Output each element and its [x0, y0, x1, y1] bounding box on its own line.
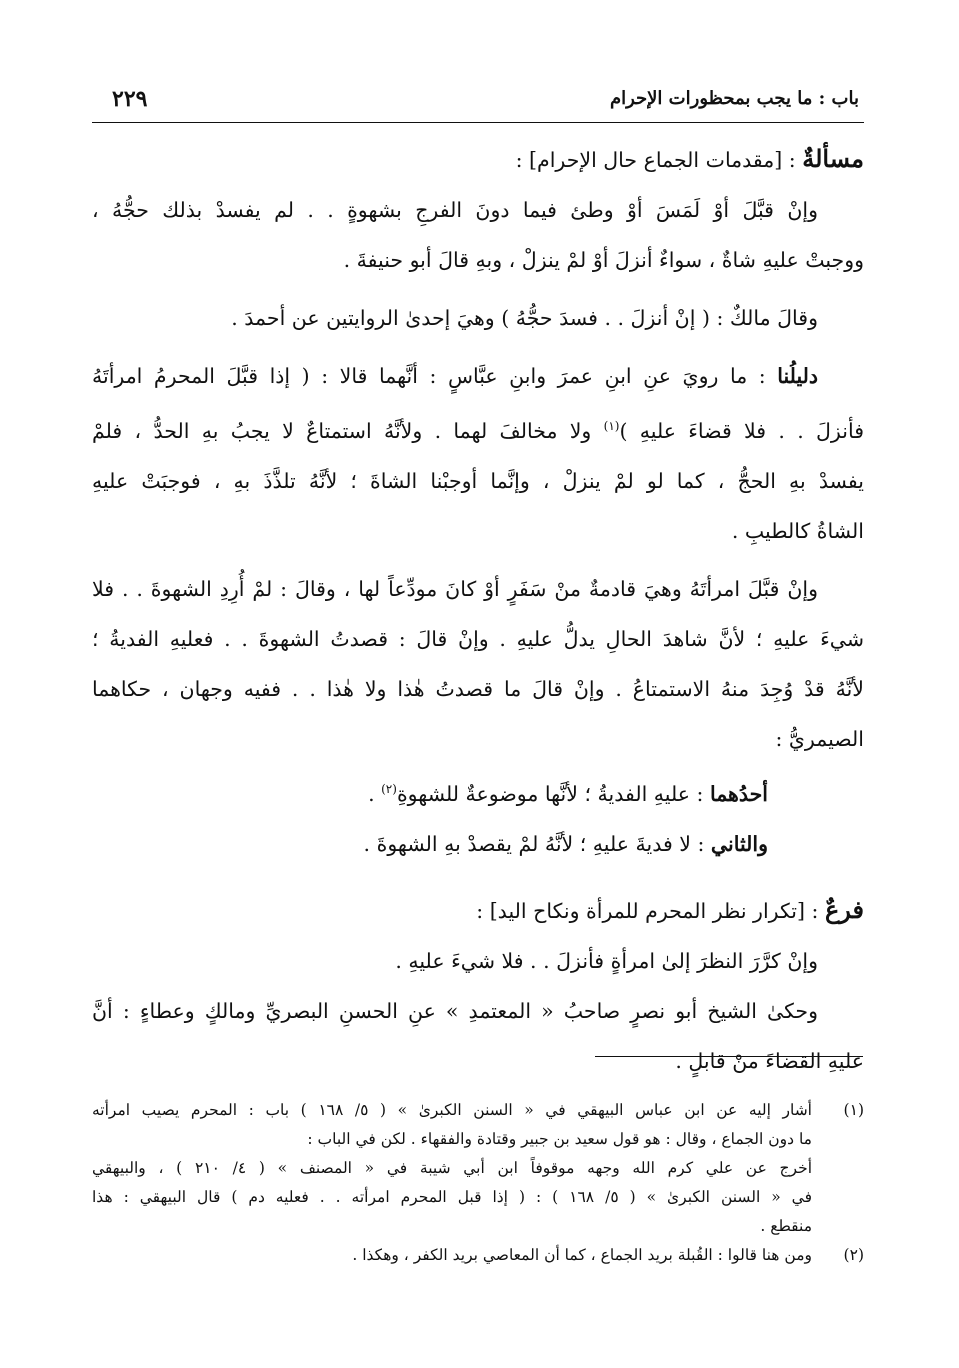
footnote-1-line4: في « السنن الكبرىٰ » ( ٥/ ١٦٨ ) : ( إذا قبل المحرم امرأته . . فعليه دم ) قال البيهقي : هذا [92, 1188, 812, 1206]
wajh-first-text: : عليهِ الفديةُ ؛ لأنَّها موضوعةٌ للشهوةِ [396, 781, 704, 806]
footnote-1-line3: أخرج عن علي كرم الله وجهه موقوفاً ابن أبي شيبة في « المصنف » ( ٤/ ٢١٠ ) ، والبيهقي [92, 1159, 812, 1177]
footnote-2-text: ومن هنا قالوا : القُبلة بريد الجماع ، كما أن المعاصي بريد الكفر ، وهكذا . [352, 1246, 812, 1264]
dalil-line3: يفسدْ بهِ الحجُّ ، كما لو لمْ ينزلْ ، وإنَّما أوجبْنا الشاةَ ؛ لأنَّهُ تلذَّذَ بهِ ، فوجبَتْ عليهِ [92, 468, 864, 493]
masala-p1-line1: وإنْ قبَّلَ أوْ لَمَسَ أوْ وطئ فيما دونَ الفرجِ بشهوةٍ . . لم يفسدْ بذلك حجُّهُ ، [92, 198, 818, 222]
far-p2-line1: وحكىٰ الشيخ أبو نصرٍ صاحبُ « المعتمدِ » عنِ الحسنِ البصريِّ ومالكٍ وعطاءٍ : أنَّ [92, 998, 818, 1023]
masala-p1-line2: ووجبتْ عليهِ شاةٌ ، سواءٌ أنزلَ أوْ لمْ ينزلْ ، وبهِ قالَ أبو حنيفةَ . [343, 248, 864, 272]
far-heading [92, 885, 864, 936]
wajh-first-end: . [368, 781, 382, 806]
qubla-line3: لأنَّهُ قدْ وُجِدَ منهُ الاستمتاعُ . وإنْ قالَ ما قصدتُ هٰذا ولا هٰذا . . ففيه وجهان ، حكاهما [92, 676, 864, 701]
wajh-second-label: والثاني [710, 831, 768, 856]
footnote-2 [92, 1241, 864, 1270]
far-title: : [تكرار نظر المحرم للمرأة ونكاح اليد] : [476, 898, 819, 923]
masala-heading [92, 134, 864, 185]
footnote-1 [92, 1096, 864, 1241]
dalil-line1 [92, 351, 864, 401]
footnote-separator [595, 1056, 863, 1057]
wajh-second [92, 819, 864, 869]
qubla-line4: الصيمريُّ : [775, 726, 864, 751]
dalil-text1: : ما رويَ عنِ ابنِ عمرَ وابنِ عبَّاسٍ : أنَّهما قالا : ( إذا قبَّلَ المحرمُ امرأتَهُ [92, 364, 766, 388]
footnote-ref-1[interactable]: (١) [603, 419, 620, 433]
footnotes [92, 1096, 864, 1270]
running-header-title: باب : ما يجب بمحظورات الإحرام [609, 88, 859, 109]
masala-title: : [مقدمات الجماع حال الإحرام] : [515, 148, 796, 172]
main-text [92, 134, 864, 1086]
footnote-2-number: (٢) [843, 1246, 864, 1264]
header-rule [92, 122, 864, 123]
footnote-1-line5: منقطع . [760, 1217, 812, 1235]
far-p1: وإنْ كرَّرَ النظرَ إلىٰ امرأةٍ فأنزلَ . . فلا شيءَ عليهِ . [395, 948, 818, 973]
footnote-1-number: (١) [843, 1101, 864, 1119]
far-label: فرعٌ [824, 894, 864, 924]
dalil-text2b: ولا مخالفَ لهما . ولأنَّهُ استمتاعٌ لا يجبُ بهِ الحدُّ ، فلمْ [92, 418, 604, 443]
page-number: ٢٢٩ [112, 86, 148, 112]
dalil-label: دليلُنا [777, 364, 818, 388]
footnote-1-line2: ما دون الجماع ، وقال : هو قول سعيد بن جبير وقتادة والفقهاء . لكن في الباب : [307, 1130, 812, 1148]
dalil-line4: الشاةُ كالطيبِ . [731, 518, 864, 543]
qubla-line2: شيءَ عليهِ ؛ لأنَّ شاهدَ الحالِ يدلُّ عليهِ . وإنْ قالَ : قصدتُ الشهوةَ . . فعليهِ الفديةُ ؛ [92, 626, 864, 651]
far-p2-line2: عليهِ القضاءَ منْ قابلٍ . [675, 1048, 864, 1073]
wajh-first [92, 764, 864, 819]
malik-opinion: وقالَ مالكٌ : ( إنْ أنزلَ . . فسدَ حجُّهُ ) وهيَ إحدىٰ الروايتين عن أحمدَ . [231, 306, 818, 330]
footnote-ref-2[interactable]: (٢) [381, 781, 397, 796]
wajh-first-label: أحدُهما [709, 781, 768, 806]
masala-label: مسألةٌ [802, 144, 864, 173]
qubla-line1: وإنْ قبَّلَ امرأتَهُ وهيَ قادمةٌ منْ سَفَرٍ أوْ كانَ مودِّعاً لها ، وقالَ : لمْ أُرِدِ الشهوةَ . . فلا [92, 576, 818, 601]
dalil-text2a: فأنزلَ . . فلا قضاءَ عليهِ ) [619, 418, 864, 443]
dalil-line2 [92, 401, 864, 456]
footnote-1-line1: أشار إليه عن ابن عباس البيهقي في « السنن الكبرىٰ » ( ٥/ ١٦٨ ) باب : المحرم يصيب امرأته [92, 1101, 812, 1119]
wajh-second-text: : لا فديةَ عليهِ ؛ لأنَّهُ لمْ يقصدْ بهِ الشهوةَ . [363, 831, 705, 856]
